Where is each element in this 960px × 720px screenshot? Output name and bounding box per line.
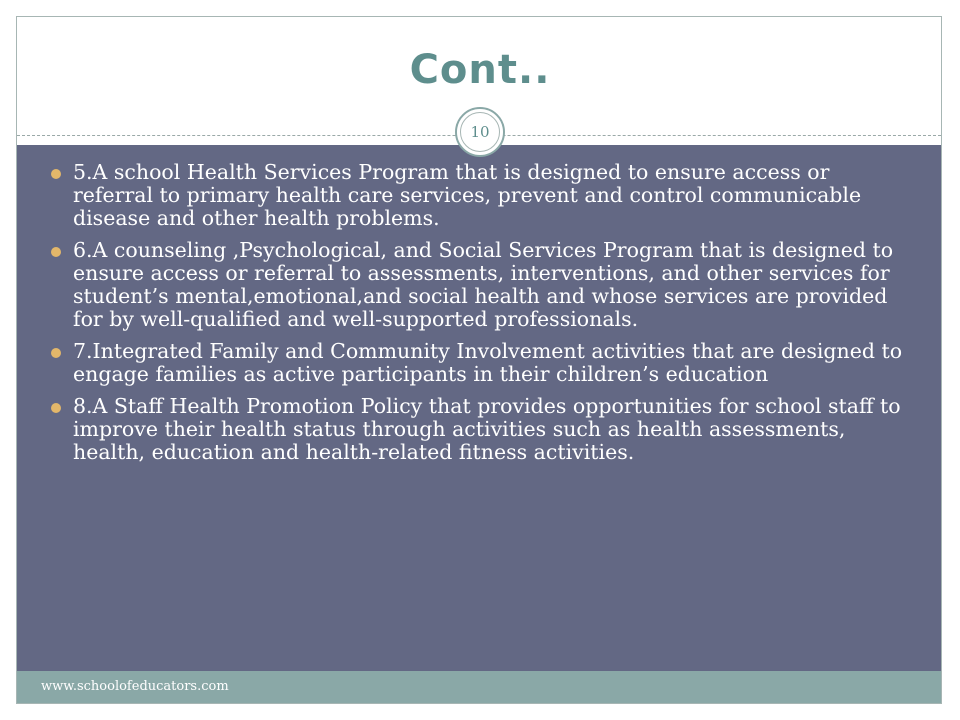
bullet-dot-icon [51,348,61,358]
slide-frame [16,16,942,704]
bullet-dot-icon [51,403,61,413]
bullet-text: 6.A counseling ,Psychological, and Social Services Program that is designed to ensure access or referral to assessments, interventions, and other services for student’s mental,emotional,and social health and whose services are provided for by well-qualified and well-supported professionals. [73,238,894,331]
bullet-dot-icon [51,169,61,179]
page-number: 10 [470,123,490,141]
bullet-text: 7.Integrated Family and Community Involvement activities that are designed to engage families as active participants in their children’s education [73,339,903,386]
page-number-badge [455,107,505,157]
bullet-text: 5.A school Health Services Program that is designed to ensure access or referral to primary health care services, prevent and control communicable disease and other health problems. [73,160,862,230]
bullet-dot-icon [51,247,61,257]
list-item [51,395,911,464]
slide-title: Cont.. [409,47,551,93]
bullet-text: 8.A Staff Health Promotion Policy that provides opportunities for school staff to improve their health status through activities such as health assessments, health, education and health-related fitness activities. [73,394,901,464]
content-panel [17,145,941,671]
list-item [51,340,911,386]
list-item [51,161,911,230]
list-item [51,239,911,331]
bullet-list [51,161,911,473]
footer-bar [17,671,941,703]
footer-url: www.schoolofeducators.com [41,679,229,694]
